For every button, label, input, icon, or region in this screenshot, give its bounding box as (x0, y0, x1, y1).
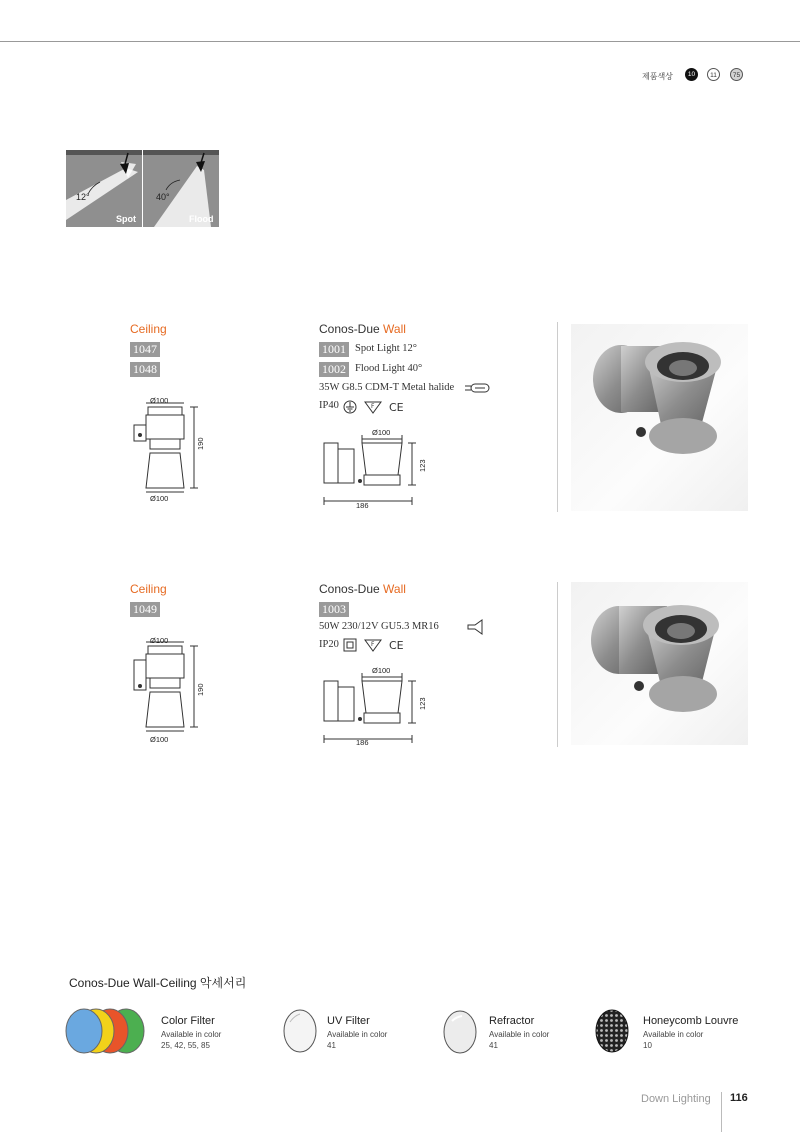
wall-code: 1002 (319, 362, 349, 377)
wall-dim-height: 123 (418, 697, 427, 710)
wall-code-desc: Flood Light 40° (355, 363, 423, 374)
product-photo (571, 324, 748, 511)
wall-title (319, 582, 406, 596)
color-swatch-75: 75 (730, 68, 743, 81)
top-rule (0, 41, 800, 42)
honeycomb-louvre-icon (594, 1008, 630, 1054)
spot-angle: 12° (76, 192, 90, 202)
uv-filter-icon (282, 1008, 318, 1054)
luminaire-photo (571, 324, 748, 511)
wall-code-desc: Spot Light 12° (355, 343, 417, 354)
refractor-icon (442, 1009, 478, 1055)
color-swatch-11: 11 (707, 68, 720, 81)
dim-height: 190 (196, 683, 205, 696)
dim-bottom-diameter: Ø100 (150, 494, 169, 503)
svg-text:CE: CE (389, 639, 404, 652)
wall-title (319, 322, 406, 336)
footer-divider (721, 1092, 722, 1132)
dim-bottom-diameter: Ø100 (150, 735, 169, 744)
dim-top-diameter: Ø100 (150, 396, 169, 405)
wall-dim-height: 123 (418, 459, 427, 472)
wall-dimension-drawing (318, 663, 433, 753)
beam-angle-diagram (66, 150, 219, 227)
accessory-availability: Available in color (643, 1030, 704, 1039)
certification-icons (343, 400, 407, 414)
accessory-colors: 25, 42, 55, 85 (161, 1041, 210, 1050)
ceiling-label: Ceiling (130, 322, 167, 336)
color-label: 제품색상 (642, 72, 673, 81)
lamp-spec: 50W 230/12V GU5.3 MR16 (319, 621, 439, 632)
ceiling-code: 1048 (130, 362, 160, 377)
wall-title-prefix: Conos-Due (319, 582, 380, 596)
wall-title-accent: Wall (383, 322, 406, 336)
svg-text:F: F (371, 641, 375, 648)
wall-title-accent: Wall (383, 582, 406, 596)
accessory-availability: Available in color (327, 1030, 388, 1039)
mr16-lamp-icon (467, 619, 485, 635)
ceiling-code: 1049 (130, 602, 160, 617)
ceiling-label: Ceiling (130, 582, 167, 596)
lamp-icon (465, 382, 491, 394)
accessory-availability: Available in color (161, 1030, 222, 1039)
wall-dim-width: 186 (356, 738, 369, 747)
accessory-colors: 10 (643, 1041, 652, 1050)
wall-dim-diameter: Ø100 (372, 428, 391, 437)
wall-dimension-drawing (318, 425, 433, 515)
wall-code: 1001 (319, 342, 349, 357)
accessory-name: Refractor (489, 1015, 535, 1027)
wall-code: 1003 (319, 602, 349, 617)
ip-rating: IP40 (319, 400, 339, 411)
accessories-heading: Conos-Due Wall-Ceiling 악세서리 (69, 976, 247, 990)
lamp-spec: 35W G8.5 CDM-T Metal halide (319, 382, 455, 393)
ip-rating: IP20 (319, 639, 339, 650)
svg-text:CE: CE (389, 401, 404, 414)
accessory-name: Honeycomb Louvre (643, 1015, 739, 1027)
accessory-colors: 41 (489, 1041, 498, 1050)
dim-height: 190 (196, 437, 205, 450)
ceiling-code: 1047 (130, 342, 160, 357)
dim-top-diameter: Ø100 (150, 636, 169, 645)
accessory-availability: Available in color (489, 1030, 550, 1039)
flood-angle: 40° (156, 192, 170, 202)
divider (557, 322, 558, 512)
wall-dim-diameter: Ø100 (372, 666, 391, 675)
flood-label: Flood (189, 214, 214, 224)
certification-icons (343, 638, 407, 652)
color-filter-icon (64, 1008, 146, 1054)
color-swatch-10: 10 (685, 68, 698, 81)
accessory-name: UV Filter (327, 1015, 370, 1027)
luminaire-photo (571, 582, 748, 745)
wall-dim-width: 186 (356, 501, 369, 510)
product-photo (571, 582, 748, 745)
accessory-colors: 41 (327, 1041, 336, 1050)
svg-text:F: F (371, 403, 375, 410)
divider (557, 582, 558, 747)
page-number: 116 (730, 1092, 748, 1104)
accessory-name: Color Filter (161, 1015, 215, 1027)
footer-section: Down Lighting (641, 1093, 711, 1105)
wall-title-prefix: Conos-Due (319, 322, 380, 336)
spot-label: Spot (116, 214, 136, 224)
